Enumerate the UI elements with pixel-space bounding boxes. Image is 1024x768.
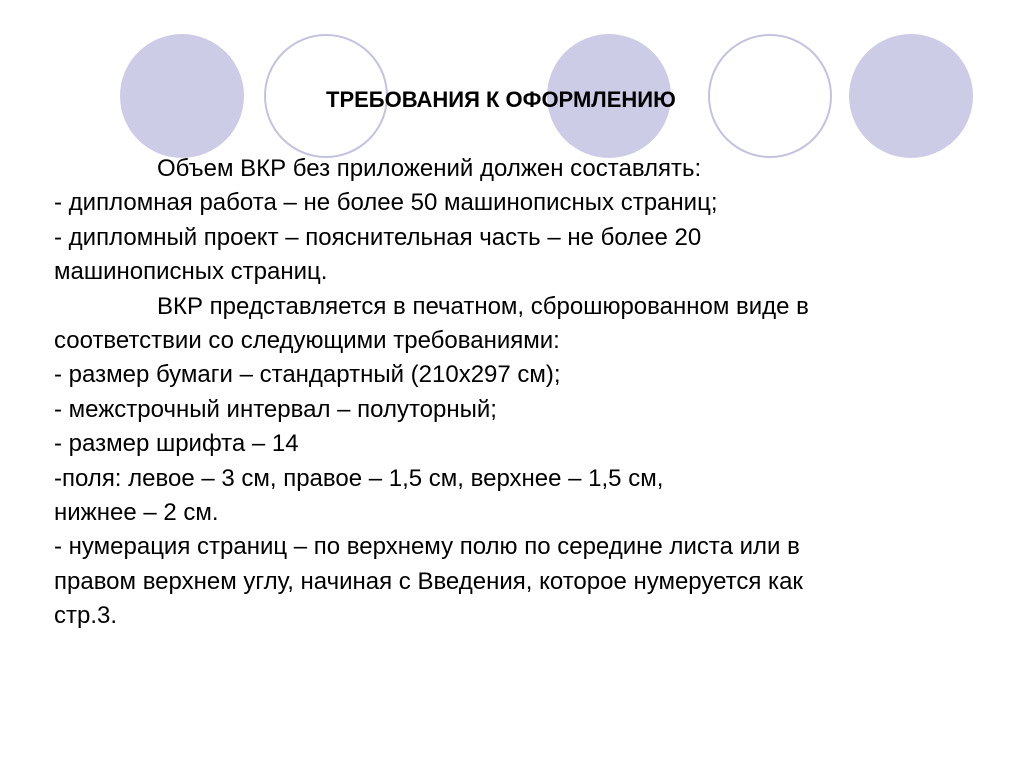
body-line: нижнее – 2 см.: [54, 499, 219, 527]
body-line: правом верхнем углу, начиная с Введения, которое нумеруется как: [54, 567, 803, 595]
body-line: - дипломная работа – не более 50 машинописных страниц;: [54, 189, 718, 217]
body-line: - размер шрифта – 14: [54, 430, 299, 458]
body-line: ВКР представляется в печатном, сброшюрованном виде в: [157, 292, 809, 320]
decorative-circle-filled: [120, 34, 244, 158]
decorative-circle-outline: [708, 34, 832, 158]
body-line: соответствии со следующими требованиями:: [54, 327, 560, 355]
body-line: - размер бумаги – стандартный (210х297 см);: [54, 361, 561, 389]
body-line: машинописных страниц.: [54, 258, 328, 286]
slide-body: [54, 152, 974, 634]
slide-title: ТРЕБОВАНИЯ К ОФОРМЛЕНИЮ: [326, 87, 676, 112]
body-line: - нумерация страниц – по верхнему полю по середине листа или в: [54, 533, 800, 561]
body-line: стр.3.: [54, 602, 118, 630]
body-line: - межстрочный интервал – полуторный;: [54, 395, 497, 423]
body-line: Объем ВКР без приложений должен составлять:: [157, 155, 702, 182]
body-line: -поля: левое – 3 см, правое – 1,5 см, верхнее – 1,5 см,: [54, 464, 664, 492]
decorative-circle-filled: [849, 34, 973, 158]
body-line: - дипломный проект – пояснительная часть – не более 20: [54, 223, 702, 251]
